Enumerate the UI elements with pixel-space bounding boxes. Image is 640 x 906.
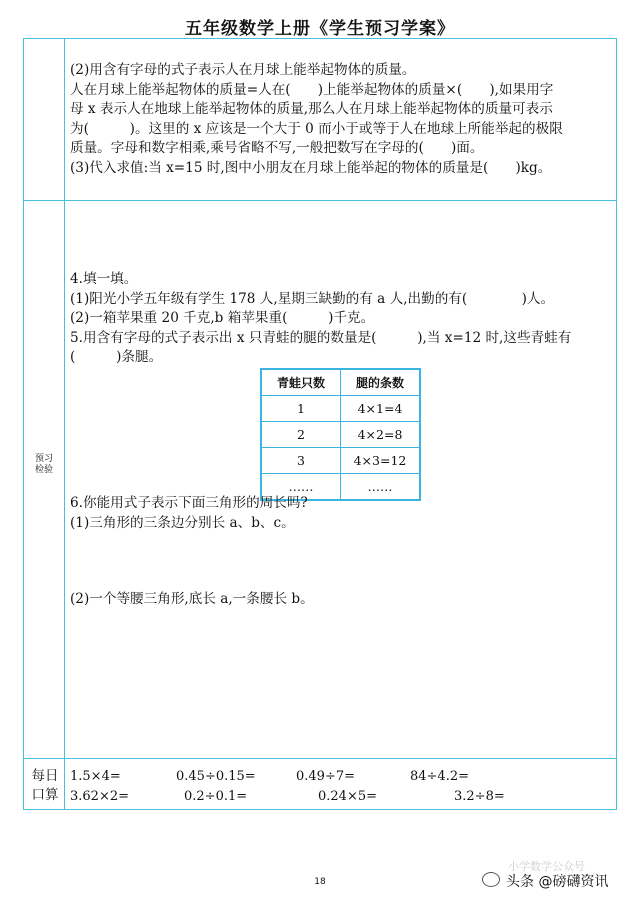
calc-item: 0.45÷0.15=	[176, 769, 256, 784]
q6-part-1: (1)三角形的三条边分别长 a、b、c。	[70, 514, 295, 531]
s2-line-1: 4.填一填。	[70, 271, 138, 287]
s1-line-2: 人在月球上能举起物体的质量=人在( )上能举起物体的质量×( ),如果用字	[70, 81, 554, 98]
calc-item: 3.2÷8=	[454, 788, 505, 804]
s1-line-4: 为( )。这里的 x 应该是一个大于 0 而小于或等于人在地球上所能举起的极限	[70, 120, 563, 137]
watermark-text: 头条 @磅礴资讯	[506, 874, 609, 890]
calc-item: 84÷4.2=	[410, 769, 470, 784]
s1-line-3: 母 x 表示人在地球上能举起物体的质量,那么人在月球上能举起物体的质量可表示	[70, 101, 553, 117]
section-1-content	[70, 61, 610, 178]
column-divider	[64, 39, 65, 809]
table-row	[261, 396, 420, 422]
watermark-ghost-text: 小学数学公众号	[508, 860, 585, 873]
daily-calc-problems	[70, 767, 610, 806]
section-divider-2	[24, 758, 616, 759]
table-cell: 3	[261, 448, 341, 474]
table-row	[261, 422, 420, 448]
chat-bubble-icon	[482, 872, 500, 887]
s2-line-4: 5.用含有字母的式子表示出 x 只青蛙的腿的数量是( ),当 x=12 时,这些青蛙有	[70, 329, 572, 346]
page-title: 五年级数学上册《学生预习学案》	[185, 19, 455, 39]
worksheet-frame	[23, 38, 617, 810]
calc-row-2	[70, 787, 610, 807]
s1-line-5: 质量。字母和数字相乘,乘号省略不写,一般把数写在字母的( )面。	[70, 140, 484, 156]
s2-line-3: (2)一箱苹果重 20 千克,b 箱苹果重( )千克。	[70, 310, 375, 326]
question-6	[70, 494, 610, 533]
page-number: 18	[314, 877, 326, 887]
section-2-content	[70, 270, 610, 368]
daily-label-line-2: 口算	[31, 787, 59, 803]
s2-line-2: (1)阳光小学五年级有学生 178 人,星期三缺勤的有 a 人,出勤的有( )人。	[70, 290, 555, 307]
table-cell: 4×1=4	[341, 396, 421, 422]
table-cell: 2	[261, 422, 341, 448]
s1-line-1: (2)用含有字母的式子表示人在月球上能举起物体的质量。	[70, 62, 416, 78]
calc-item: 1.5×4=	[70, 769, 121, 784]
table-row	[261, 448, 420, 474]
calc-row-1	[70, 767, 610, 787]
section-2-label: 预习检验	[34, 454, 53, 475]
calc-item: 0.2÷0.1=	[184, 788, 248, 804]
calc-item: 0.49÷7=	[296, 769, 356, 784]
table-header-frogs: 青蛙只数	[261, 369, 341, 396]
calc-item: 3.62×2=	[70, 788, 130, 804]
table-cell: 1	[261, 396, 341, 422]
table-header-legs: 腿的条数	[341, 369, 421, 396]
table-cell: 4×2=8	[341, 422, 421, 448]
table-cell: ……	[261, 474, 341, 501]
daily-label-line-1: 每日	[31, 768, 59, 784]
frog-legs-table	[260, 368, 421, 501]
table-cell: ……	[341, 474, 421, 501]
s2-line-5: ( )条腿。	[70, 349, 163, 365]
table-cell: 4×3=12	[341, 448, 421, 474]
watermark	[478, 860, 628, 896]
section-divider-1	[24, 200, 616, 201]
q6-title: 6.你能用式子表示下面三角形的周长吗?	[70, 495, 308, 511]
s1-line-6: (3)代入求值:当 x=15 时,图中小朋友在月球上能举起的物体的质量是( )kg。	[70, 159, 552, 176]
q6-part-2: (2)一个等腰三角形,底长 a,一条腰长 b。	[70, 591, 314, 607]
daily-calc-label	[28, 767, 62, 805]
question-6-part-2	[70, 590, 610, 610]
calc-item: 0.24×5=	[318, 788, 378, 804]
